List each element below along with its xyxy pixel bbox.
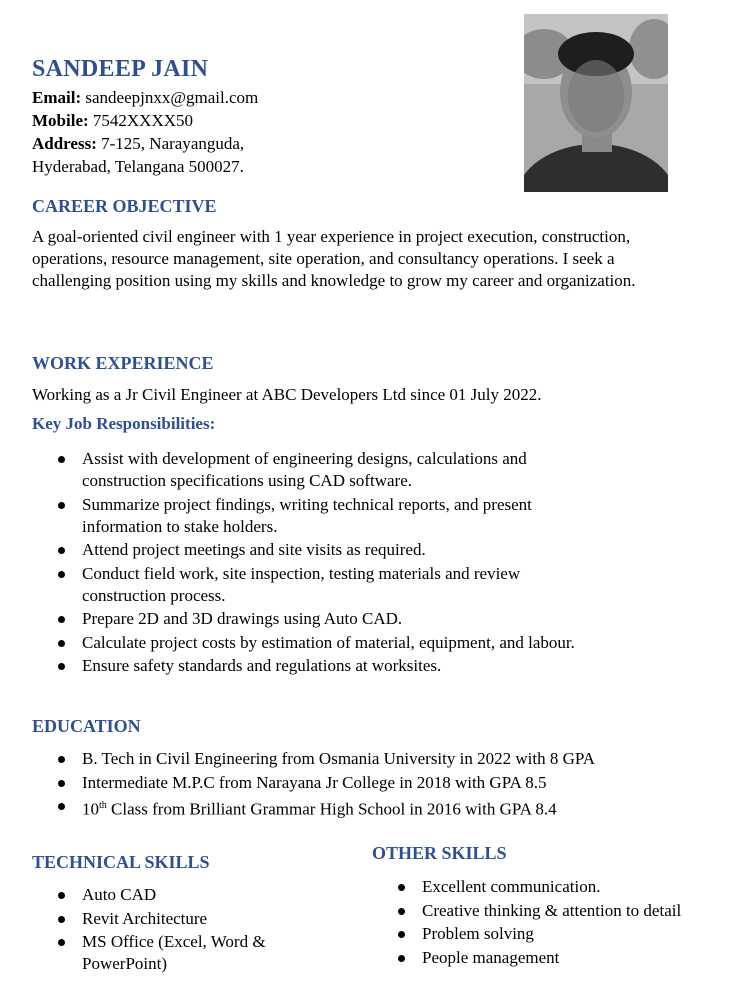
list-item-text: People management xyxy=(422,947,560,967)
list-item xyxy=(32,795,712,821)
bullet-icon xyxy=(58,803,65,810)
list-item-text: Auto CAD xyxy=(82,885,157,904)
bullet-icon xyxy=(58,502,65,509)
list-item xyxy=(32,772,712,794)
bullet-icon xyxy=(58,939,65,946)
list-item-text: Prepare 2D and 3D drawings using Auto CAD. xyxy=(82,609,403,628)
list-item xyxy=(374,923,734,945)
bullet-icon xyxy=(58,780,65,787)
list-item xyxy=(32,748,712,770)
mobile-value: 7542XXXX50 xyxy=(92,111,194,130)
career-objective-text: A goal-oriented civil engineer with 1 year experience in project execution, construction, operations, resource management, site operation, and consultancy operations. I seek a challenging position using my skills and knowledge to grow my career and organization. xyxy=(32,227,636,290)
address-value-line2: Hyderabad, Telangana 500027. xyxy=(32,157,244,176)
list-item xyxy=(32,539,592,561)
other-skills-list xyxy=(374,876,734,970)
profile-photo xyxy=(524,14,668,192)
bullet-icon xyxy=(58,916,65,923)
education-list xyxy=(32,748,712,822)
work-experience-summary: Working as a Jr Civil Engineer at ABC Developers Ltd since 01 July 2022. xyxy=(32,385,542,404)
list-item-text: Revit Architecture xyxy=(82,908,208,928)
mobile-line xyxy=(32,109,258,132)
address-value-line1: 7-125, Narayanguda, xyxy=(101,134,245,153)
bullet-icon xyxy=(58,640,65,647)
technical-skills-list xyxy=(32,884,302,977)
bullet-icon xyxy=(58,892,65,899)
list-item xyxy=(32,931,302,975)
other-skills-heading: OTHER SKILLS xyxy=(372,843,507,863)
education-heading: EDUCATION xyxy=(32,716,141,736)
list-item-text: B. Tech in Civil Engineering from Osmania University in 2022 with 8 GPA xyxy=(82,749,596,768)
list-item-text: Summarize project findings, writing technical reports, and present information to stake holders. xyxy=(82,494,532,536)
responsibilities-heading: Key Job Responsibilities: xyxy=(32,414,216,433)
bullet-icon xyxy=(58,616,65,623)
work-experience-heading: WORK EXPERIENCE xyxy=(32,353,214,373)
email-value: sandeepjnxx@gmail.com xyxy=(85,88,259,107)
list-item-text: Ensure safety standards and regulations at worksites. xyxy=(82,656,442,675)
list-item-text: Creative thinking & attention to detail xyxy=(422,900,682,920)
bullet-icon xyxy=(398,931,405,938)
list-item-text: Class from Brilliant Grammar High School in 2016 with GPA 8.4 xyxy=(111,799,557,819)
email-label: Email: xyxy=(32,88,82,107)
bullet-icon xyxy=(398,955,405,962)
list-item xyxy=(32,608,592,630)
list-item-text: 10 xyxy=(82,799,99,819)
list-item-text: Assist with development of engineering designs, calculations and construction specifications using CAD software. xyxy=(82,449,527,490)
list-item xyxy=(374,947,734,969)
list-item xyxy=(32,494,592,538)
list-item xyxy=(374,900,734,922)
address-label: Address: xyxy=(32,134,97,153)
list-item-text: Intermediate M.P.C from Narayana Jr College in 2018 with GPA 8.5 xyxy=(82,772,547,792)
bullet-icon xyxy=(58,456,65,463)
list-item xyxy=(32,908,302,930)
bullet-icon xyxy=(398,908,405,915)
ordinal-suffix: th xyxy=(99,800,107,811)
list-item xyxy=(32,655,592,677)
list-item-text: Attend project meetings and site visits as required. xyxy=(82,540,426,559)
technical-skills-heading: TECHNICAL SKILLS xyxy=(32,852,210,872)
bullet-icon xyxy=(58,756,65,763)
profile-photo-image xyxy=(524,14,668,192)
list-item-text: Calculate project costs by estimation of material, equipment, and labour. xyxy=(82,632,575,652)
bullet-icon xyxy=(398,884,405,891)
contact-block xyxy=(32,86,258,178)
career-objective-heading: CAREER OBJECTIVE xyxy=(32,196,217,216)
candidate-name: SANDEEP JAIN xyxy=(32,56,209,82)
list-item xyxy=(32,563,592,607)
bullet-icon xyxy=(58,663,65,670)
email-line xyxy=(32,86,258,109)
list-item xyxy=(32,632,592,654)
list-item-text: MS Office (Excel, Word & PowerPoint) xyxy=(82,932,266,973)
list-item-text: Problem solving xyxy=(422,924,534,943)
list-item xyxy=(32,448,592,492)
address-line xyxy=(32,132,258,155)
bullet-icon xyxy=(58,547,65,554)
responsibilities-list xyxy=(32,448,592,679)
bullet-icon xyxy=(58,571,65,578)
list-item-text: Conduct field work, site inspection, testing materials and review construction process. xyxy=(82,563,521,605)
list-item xyxy=(32,884,302,906)
list-item-text: Excellent communication. xyxy=(422,877,601,896)
mobile-label: Mobile: xyxy=(32,111,89,130)
list-item xyxy=(374,876,734,898)
